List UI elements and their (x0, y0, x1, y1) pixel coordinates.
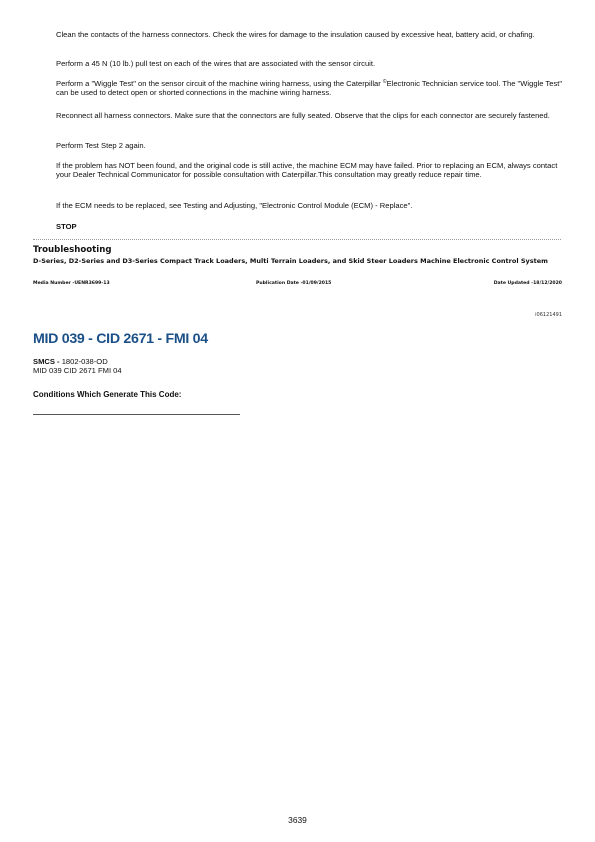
step-paragraph-ecm-failure: If the problem has NOT been found, and the original code is still active, the machine ECM may have failed. Prior to replacing an ECM, always contact your Dealer Technical Communicator for possible consultation with Caterpillar.This consultation may greatly reduce repair time. (56, 161, 558, 180)
document-title: Troubleshooting (33, 245, 112, 255)
copyright-mark: © (382, 79, 387, 85)
media-number: Media Number -UENR3699-13 (33, 281, 110, 286)
document-subtitle: D-Series, D2-Series and D3-Series Compact Track Loaders, Multi Terrain Loaders, and Skid Steer Loaders Machine Electronic Control System (33, 257, 548, 265)
wiggle-text-start: Perform a "Wiggle Test" on the sensor circuit of the machine wiring harness, using the Caterpillar (56, 79, 383, 88)
wiggle-text-end: Electronic Technician service tool. The "Wiggle Test" can be used to detect open or shorted connections in the machine wiring harness. (56, 79, 563, 98)
conditions-heading: Conditions Which Generate This Code: (33, 390, 182, 399)
date-updated: Date Updated -18/12/2020 (493, 281, 562, 286)
step-paragraph-wiggle-test (56, 79, 564, 98)
stop-label: STOP (56, 222, 77, 231)
image-id: i06121491 (535, 312, 562, 318)
page-title: MID 039 - CID 2671 - FMI 04 (33, 331, 208, 347)
step-paragraph-reconnect: Reconnect all harness connectors. Make sure that the connectors are fully seated. Observe that the clips for each connector are securely fastened. (56, 111, 550, 120)
publication-date: Publication Date -01/09/2015 (256, 281, 332, 286)
smcs-block (33, 357, 122, 376)
code-line: MID 039 CID 2671 FMI 04 (33, 366, 122, 376)
smcs-value: 1802-038-OD (59, 357, 108, 366)
smcs-label: SMCS - (33, 357, 60, 366)
heading-underline (33, 414, 240, 415)
section-divider (33, 239, 561, 240)
step-paragraph-repeat-step: Perform Test Step 2 again. (56, 141, 146, 150)
step-paragraph-clean-contacts: Clean the contacts of the harness connectors. Check the wires for damage to the insulation caused by excessive heat, battery acid, or chafing. (56, 30, 535, 39)
step-paragraph-pull-test: Perform a 45 N (10 lb.) pull test on each of the wires that are associated with the sensor circuit. (56, 59, 376, 68)
step-paragraph-ecm-replace: If the ECM needs to be replaced, see Testing and Adjusting, "Electronic Control Module (ECM) - Replace". (56, 201, 413, 210)
page-number: 3639 (288, 815, 307, 825)
